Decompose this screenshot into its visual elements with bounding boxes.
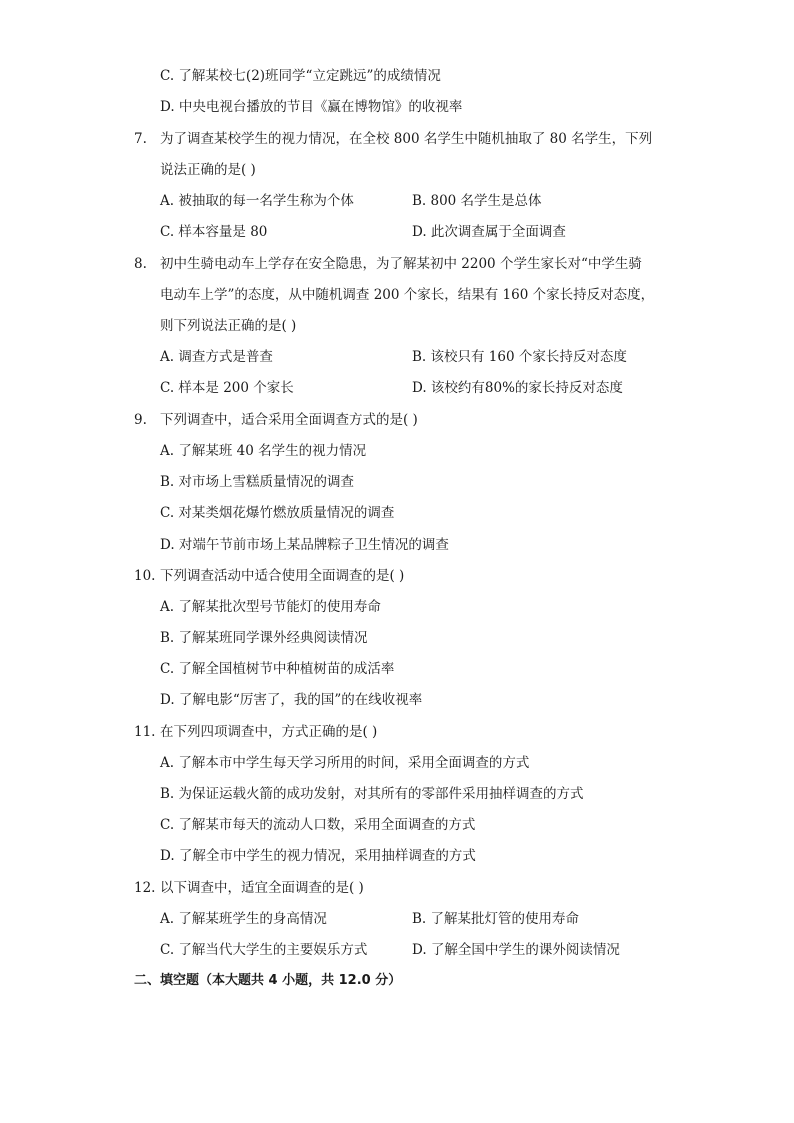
- q11-number: 11.: [134, 724, 156, 740]
- q11-option-d: D. 了解全市中学生的视力情况，采用抽样调查的方式: [160, 848, 476, 864]
- q12-number: 12.: [134, 880, 156, 896]
- q9-option-d: D. 对端午节前市场上某品牌粽子卫生情况的调查: [160, 537, 449, 553]
- q7-option-d: D. 此次调查属于全面调查: [412, 224, 566, 240]
- q7-text-line2: 说法正确的是( ): [160, 162, 256, 178]
- q12-option-a: A. 了解某班学生的身高情况: [160, 911, 327, 927]
- q10-text-line1: 下列调查活动中适合使用全面调查的是( ): [160, 568, 405, 584]
- q9-option-b: B. 对市场上雪糕质量情况的调查: [160, 474, 355, 490]
- q9-number: 9.: [134, 412, 147, 428]
- q6-option-d: D. 中央电视台播放的节目《赢在博物馆》的收视率: [160, 99, 463, 115]
- q8-text-line1: 初中生骑电动车上学存在安全隐患，为了解某初中 2200 个学生家长对“中学生骑: [160, 256, 642, 272]
- q10-option-a: A. 了解某批次型号节能灯的使用寿命: [160, 599, 381, 615]
- q11-option-c: C. 了解某市每天的流动人口数，采用全面调查的方式: [160, 817, 476, 833]
- q9-text-line1: 下列调查中，适合采用全面调查方式的是( ): [160, 412, 418, 428]
- q8-text-line2: 电动车上学”的态度，从中随机调查 200 个家长，结果有 160 个家长持反对态度，: [160, 287, 655, 303]
- q6-option-c: C. 了解某校七(2)班同学“立定跳远”的成绩情况: [160, 68, 441, 84]
- q8-number: 8.: [134, 256, 147, 272]
- q9-option-a: A. 了解某班 40 名学生的视力情况: [160, 443, 367, 459]
- q8-option-b: B. 该校只有 160 个家长持反对态度: [412, 349, 627, 365]
- q12-option-c: C. 了解当代大学生的主要娱乐方式: [160, 942, 368, 958]
- q11-option-b: B. 为保证运载火箭的成功发射，对其所有的零部件采用抽样调查的方式: [160, 786, 584, 802]
- q8-text-line3: 则下列说法正确的是( ): [160, 318, 297, 334]
- q12-option-b: B. 了解某批灯管的使用寿命: [412, 911, 580, 927]
- q10-option-b: B. 了解某班同学课外经典阅读情况: [160, 630, 368, 646]
- section-fill-in-title: 二、填空题（本大题共 4 小题，共 12.0 分）: [134, 973, 402, 988]
- q8-option-a: A. 调查方式是普查: [160, 349, 273, 365]
- q8-option-d: D. 该校约有80%的家长持反对态度: [412, 380, 623, 396]
- q7-number: 7.: [134, 131, 147, 147]
- q10-option-c: C. 了解全国植树节中种植树苗的成活率: [160, 661, 395, 677]
- q11-option-a: A. 了解本市中学生每天学习所用的时间，采用全面调查的方式: [160, 755, 530, 771]
- q7-option-c: C. 样本容量是 80: [160, 224, 268, 240]
- q7-text-line1: 为了调查某校学生的视力情况，在全校 800 名学生中随机抽取了 80 名学生，下列: [160, 131, 653, 147]
- q7-option-b: B. 800 名学生是总体: [412, 193, 542, 209]
- q9-option-c: C. 对某类烟花爆竹燃放质量情况的调查: [160, 505, 395, 521]
- q7-option-a: A. 被抽取的每一名学生称为个体: [160, 193, 354, 209]
- q12-text-line1: 以下调查中，适宜全面调查的是( ): [160, 880, 364, 896]
- q11-text-line1: 在下列四项调查中，方式正确的是( ): [160, 724, 378, 740]
- q10-option-d: D. 了解电影“厉害了，我的国”的在线收视率: [160, 692, 423, 708]
- q10-number: 10.: [134, 568, 156, 584]
- q12-option-d: D. 了解全国中学生的课外阅读情况: [412, 942, 620, 958]
- q8-option-c: C. 样本是 200 个家长: [160, 380, 294, 396]
